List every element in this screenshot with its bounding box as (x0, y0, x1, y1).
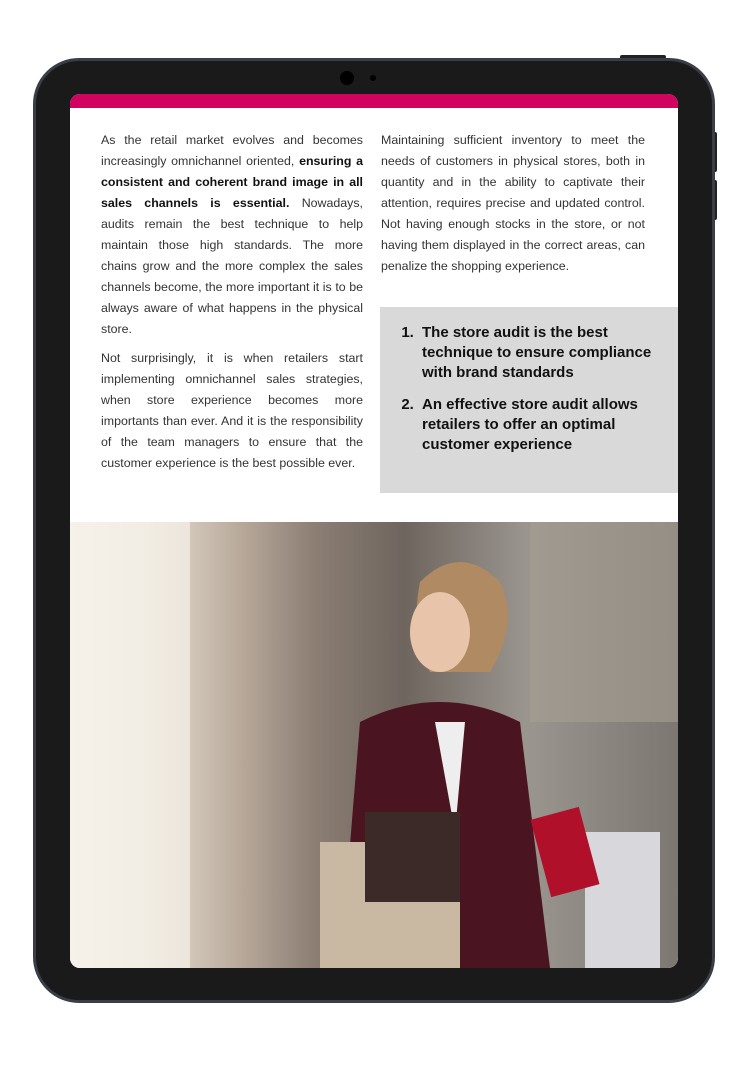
paragraph (101, 130, 363, 340)
text: As the retail market evolves and becomes increasingly omnichannel oriented, (101, 133, 363, 168)
left-column (101, 130, 363, 482)
bold-text: ensuring a consistent and coherent brand image in all sales channels is essential. (101, 154, 364, 210)
paragraph: Not surprisingly, it is when retailers start implementing omnichannel sales strategies, when store experience becomes more importants than ever. And it is the responsibility of the team managers to ensure that the customer experience is the best possible ever. (101, 351, 363, 470)
header-accent-bar (70, 94, 678, 108)
tablet-screen (70, 94, 678, 968)
text: Nowadays, audits remain the best technique to help maintain those high standards. The more chains grow and the more complex the sales channels become, the more important it is to be always aware of what happens in the physical store. (101, 196, 363, 336)
camera-icon (340, 71, 354, 85)
sensor-icon (370, 75, 376, 81)
key-points-box (380, 307, 678, 493)
shopping-woman-photo (70, 522, 678, 968)
paragraph: Maintaining sufficient inventory to meet the needs of customers in physical stores, both in quantity and in the ability to captivate their attention, requires precise and updated control. Not having enough stocks in the store, or not having them displayed in the correct areas, can penalize the shopping experience. (381, 133, 645, 273)
right-column (381, 130, 645, 285)
key-point: 1. The store audit is the best technique to ensure compliance with brand standards (418, 323, 666, 383)
key-point: 2. An effective store audit allows retailers to offer an optimal customer experience (418, 395, 666, 455)
photo-illustration (70, 522, 678, 968)
